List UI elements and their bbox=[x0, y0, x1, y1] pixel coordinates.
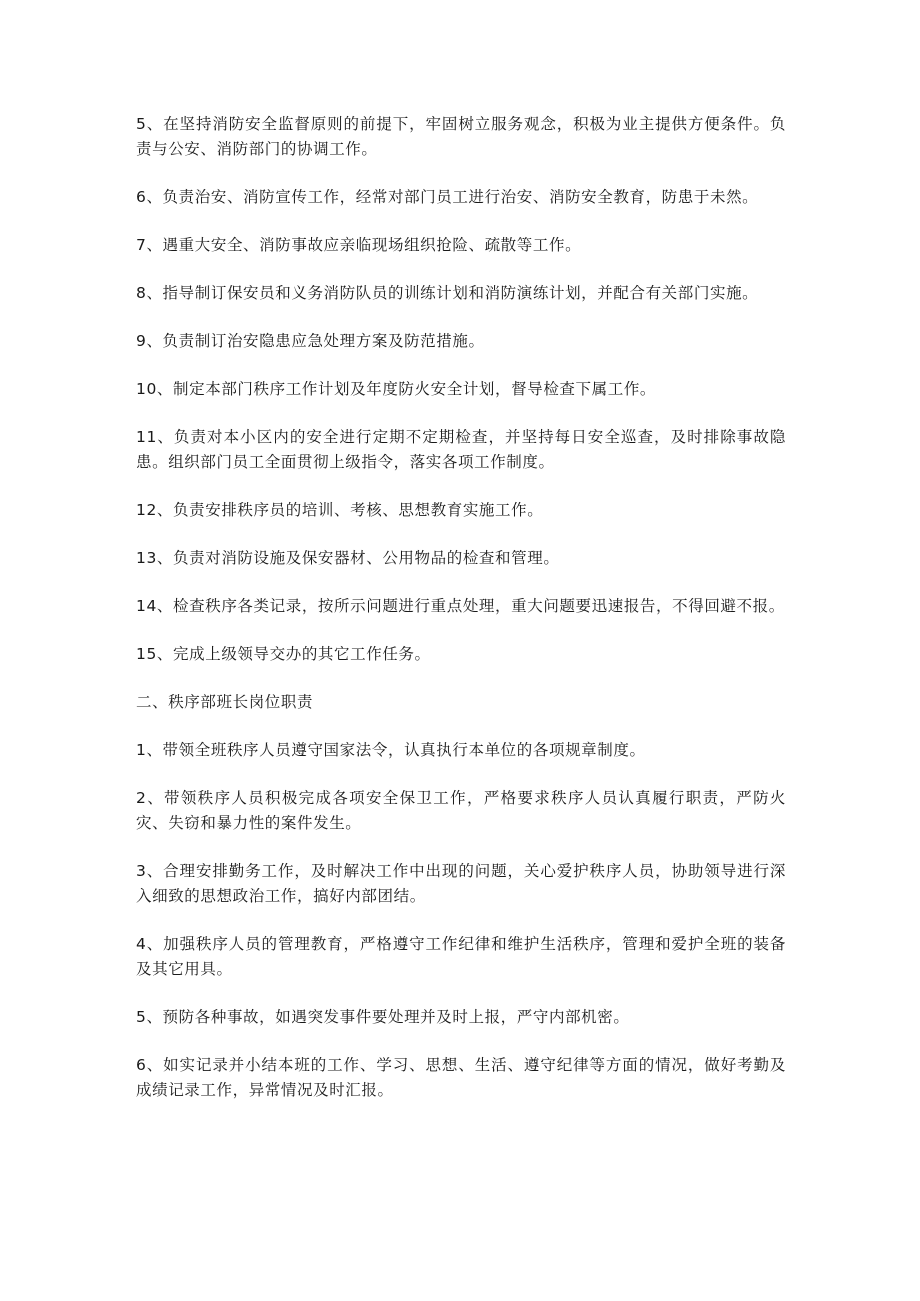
paragraph-item-11-inspection: 11、负责对本小区内的安全进行定期不定期检查，并坚持每日安全巡查，及时排除事故隐患。组织部门员工全面贯彻上级指令，落实各项工作制度。 bbox=[136, 428, 786, 471]
section-heading: 二、秩序部班长岗位职责 bbox=[136, 693, 314, 711]
paragraph-duty-4: 4、加强秩序人员的管理教育，严格遵守工作纪律和维护生活秩序，管理和爱护全班的装备及其它用具。 bbox=[136, 935, 786, 978]
paragraph-item-10-planning: 10、制定本部门秩序工作计划及年度防火安全计划，督导检查下属工作。 bbox=[136, 380, 657, 398]
paragraph-item-14-records: 14、检查秩序各类记录，按所示问题进行重点处理，重大问题要迅速报告，不得回避不报。 bbox=[136, 597, 785, 615]
paragraph-item-12-staff-training: 12、负责安排秩序员的培训、考核、思想教育实施工作。 bbox=[136, 501, 544, 519]
paragraph-item-13-equipment: 13、负责对消防设施及保安器材、公用物品的检查和管理。 bbox=[136, 549, 560, 567]
paragraph-duty-2: 2、带领秩序人员积极完成各项安全保卫工作，严格要求秩序人员认真履行职责，严防火灾、失窃和暴力性的案件发生。 bbox=[136, 789, 786, 832]
paragraph-item-9-contingency: 9、负责制订治安隐患应急处理方案及防范措施。 bbox=[136, 332, 485, 350]
paragraph-duty-3: 3、合理安排勤务工作，及时解决工作中出现的问题，关心爱护秩序人员，协助领导进行深入细致的思想政治工作，搞好内部团结。 bbox=[136, 862, 786, 905]
document-page bbox=[136, 112, 786, 1126]
paragraph-item-7-emergency: 7、遇重大安全、消防事故应亲临现场组织抢险、疏散等工作。 bbox=[136, 236, 582, 254]
paragraph-item-8-training: 8、指导制订保安员和义务消防队员的训练计划和消防演练计划，并配合有关部门实施。 bbox=[136, 284, 759, 302]
paragraph-item-6-publicity: 6、负责治安、消防宣传工作，经常对部门员工进行治安、消防安全教育，防患于未然。 bbox=[136, 188, 759, 206]
paragraph-item-5-fire-supervision: 5、在坚持消防安全监督原则的前提下，牢固树立服务观念，积极为业主提供方便条件。负责与公安、消防部门的协调工作。 bbox=[136, 115, 786, 158]
paragraph-duty-1: 1、带领全班秩序人员遵守国家法令，认真执行本单位的各项规章制度。 bbox=[136, 741, 646, 759]
paragraph-duty-5: 5、预防各种事故，如遇突发事件要处理并及时上报，严守内部机密。 bbox=[136, 1008, 630, 1026]
paragraph-item-15-other-tasks: 15、完成上级领导交办的其它工作任务。 bbox=[136, 645, 431, 663]
paragraph-duty-6: 6、如实记录并小结本班的工作、学习、思想、生活、遵守纪律等方面的情况，做好考勤及成绩记录工作，异常情况及时汇报。 bbox=[136, 1056, 786, 1099]
